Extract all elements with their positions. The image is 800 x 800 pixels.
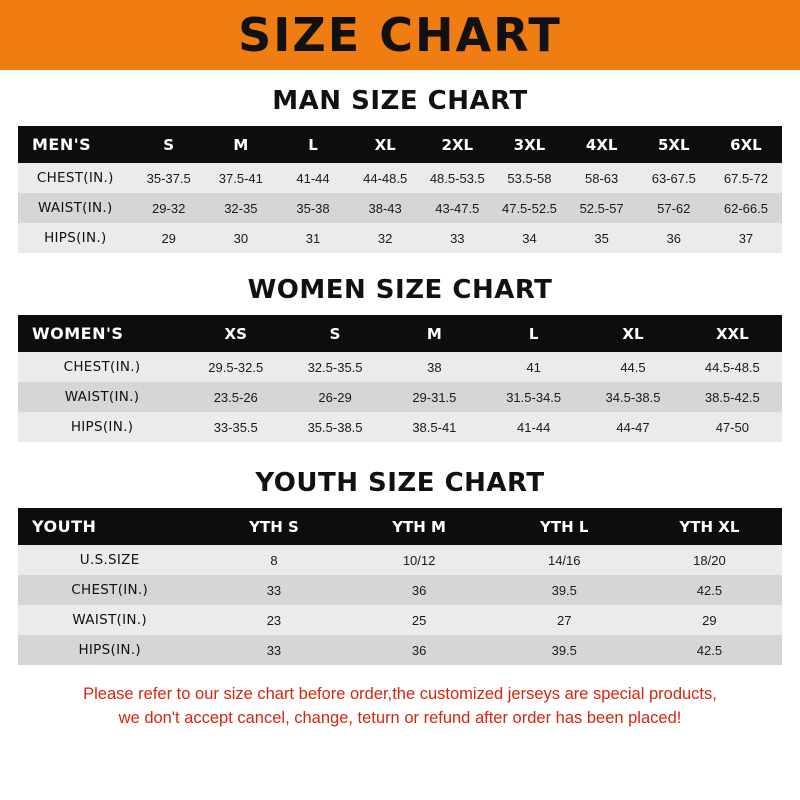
man-row-0-cell-3: 44-48.5 (363, 170, 408, 186)
women-row-1-cell-4: 34.5-38.5 (605, 389, 661, 405)
table-row (18, 575, 782, 605)
man-size-table (18, 126, 782, 253)
table-row (18, 545, 782, 575)
table-row (18, 382, 782, 412)
youth-row-3-cell-0: 33 (266, 642, 282, 658)
man-header-cell-8: 5XL (657, 135, 690, 154)
man-row-2-cell-5: 34 (522, 230, 537, 246)
youth-row-0-cell-2: 14/16 (547, 552, 581, 568)
youth-header-cell-1: YTH S (249, 517, 299, 536)
man-header-cell-5: 2XL (441, 135, 474, 154)
man-row-1-cell-0: 29-32 (152, 200, 186, 216)
youth-row-0-label: U.S.SIZE (79, 552, 140, 568)
man-row-0-cell-7: 63-67.5 (651, 170, 696, 186)
man-row-0-label: CHEST(IN.) (36, 170, 114, 186)
youth-header-cell-2: YTH M (392, 517, 446, 536)
man-header-cell-2: M (233, 135, 249, 154)
table-row (18, 223, 782, 253)
youth-row-1-cell-0: 33 (266, 582, 282, 598)
man-row-1-cell-4: 43-47.5 (435, 200, 480, 216)
man-row-1-cell-8: 62-66.5 (723, 200, 768, 216)
women-row-1-cell-3: 31.5-34.5 (506, 389, 562, 405)
man-row-1-label: WAIST(IN.) (38, 200, 113, 216)
women-row-2-cell-1: 35.5-38.5 (307, 419, 363, 435)
youth-row-0-cell-1: 10/12 (402, 552, 436, 568)
man-row-0-cell-5: 53.5-58 (507, 170, 552, 186)
youth-row-0-cell-0: 8 (270, 552, 278, 568)
man-row-1-cell-3: 38-43 (368, 200, 402, 216)
women-header-cell-1: XS (224, 324, 247, 343)
man-row-2-label: HIPS(IN.) (44, 230, 107, 246)
youth-header-cell-0: YOUTH (32, 517, 97, 536)
youth-row-3-label: HIPS(IN.) (78, 642, 141, 658)
footer-note (18, 683, 782, 731)
women-section-title: WOMEN SIZE CHART (247, 275, 553, 305)
man-row-0-cell-4: 48.5-53.5 (429, 170, 485, 186)
women-row-0-cell-5: 44.5-48.5 (704, 359, 760, 375)
women-row-2-cell-4: 44-47 (616, 419, 650, 435)
women-row-0-cell-0: 29.5-32.5 (208, 359, 264, 375)
man-header-cell-3: L (308, 135, 318, 154)
women-row-0-cell-4: 44.5 (620, 359, 646, 375)
man-header-cell-0: MEN'S (32, 135, 92, 154)
youth-row-1-cell-1: 36 (411, 582, 427, 598)
women-row-1-cell-0: 23.5-26 (213, 389, 258, 405)
man-table-header (18, 126, 782, 163)
women-header-cell-5: XL (622, 324, 644, 343)
youth-row-0-cell-3: 18/20 (693, 552, 726, 568)
man-row-2-cell-6: 35 (594, 230, 609, 246)
man-section-title: MAN SIZE CHART (272, 86, 528, 116)
youth-header-cell-3: YTH L (540, 517, 589, 536)
youth-table-header (18, 508, 782, 545)
table-row (18, 352, 782, 382)
women-row-1-cell-1: 26-29 (318, 389, 352, 405)
man-row-0-cell-0: 35-37.5 (146, 170, 191, 186)
table-header-row (18, 508, 782, 545)
women-row-2-cell-5: 47-50 (715, 419, 749, 435)
women-row-2-cell-2: 38.5-41 (412, 419, 457, 435)
man-row-2-cell-7: 36 (666, 230, 681, 246)
youth-row-1-label: CHEST(IN.) (71, 582, 149, 598)
women-row-2-cell-3: 41-44 (517, 419, 551, 435)
man-row-0-cell-1: 37.5-41 (218, 170, 263, 186)
youth-section-title: YOUTH SIZE CHART (255, 468, 545, 498)
table-header-row (18, 315, 782, 352)
man-header-cell-6: 3XL (513, 135, 546, 154)
man-row-0-cell-6: 58-63 (584, 170, 619, 186)
man-row-0-cell-2: 41-44 (296, 170, 330, 186)
man-row-2-cell-0: 29 (161, 230, 176, 246)
women-header-cell-4: L (528, 324, 539, 343)
table-row (18, 163, 782, 193)
women-row-0-label: CHEST(IN.) (63, 359, 141, 375)
youth-row-2-cell-0: 23 (266, 612, 282, 628)
man-header-cell-4: XL (374, 135, 396, 154)
youth-size-table (18, 508, 782, 665)
table-row (18, 605, 782, 635)
man-header-cell-7: 4XL (585, 135, 618, 154)
man-row-2-cell-4: 33 (450, 230, 465, 246)
man-row-1-cell-5: 47.5-52.5 (501, 200, 557, 216)
youth-row-2-cell-1: 25 (411, 612, 427, 628)
women-row-2-label: HIPS(IN.) (70, 419, 134, 435)
table-row (18, 193, 782, 223)
youth-row-2-label: WAIST(IN.) (72, 612, 147, 628)
chart-content (0, 86, 800, 731)
man-row-2-cell-2: 31 (305, 230, 321, 246)
youth-row-3-cell-3: 42.5 (696, 642, 723, 658)
man-row-2-cell-3: 32 (377, 230, 393, 246)
women-size-table (18, 315, 782, 442)
man-row-1-cell-1: 32-35 (224, 200, 258, 216)
page-banner (0, 0, 800, 70)
women-row-1-cell-5: 38.5-42.5 (704, 389, 760, 405)
man-header-cell-9: 6XL (730, 135, 762, 154)
youth-row-2-cell-3: 29 (702, 612, 717, 628)
women-row-1-label: WAIST(IN.) (64, 389, 140, 405)
page-title: SIZE CHART (238, 8, 562, 62)
youth-row-2-cell-2: 27 (557, 612, 572, 628)
footer-note-line-2: we don't accept cancel, change, teturn or refund after order has been placed! (118, 708, 682, 727)
man-header-cell-1: S (163, 135, 175, 154)
youth-table-body (18, 545, 782, 665)
man-table-body (18, 163, 782, 253)
youth-row-1-cell-2: 39.5 (551, 582, 577, 598)
women-row-2-cell-0: 33-35.5 (213, 419, 258, 435)
table-row (18, 412, 782, 442)
man-row-1-cell-2: 35-38 (296, 200, 330, 216)
women-header-cell-2: S (329, 324, 341, 343)
table-header-row (18, 126, 782, 163)
youth-header-cell-4: YTH XL (679, 517, 740, 536)
women-table-header (18, 315, 782, 352)
man-row-2-cell-1: 30 (233, 230, 249, 246)
youth-row-1-cell-3: 42.5 (696, 582, 723, 598)
footer-note-line-1: Please refer to our size chart before order,the customized jerseys are special products, (83, 685, 717, 703)
women-row-0-cell-3: 41 (526, 359, 541, 375)
women-header-cell-3: M (426, 324, 442, 343)
youth-row-3-cell-1: 36 (411, 642, 427, 658)
women-table-body (18, 352, 782, 442)
youth-row-3-cell-2: 39.5 (551, 642, 577, 658)
man-row-1-cell-6: 52.5-57 (579, 200, 624, 216)
table-row (18, 635, 782, 665)
women-row-0-cell-2: 38 (427, 359, 442, 375)
man-row-2-cell-8: 37 (738, 230, 754, 246)
women-row-1-cell-2: 29-31.5 (412, 389, 457, 405)
man-row-0-cell-8: 67.5-72 (723, 170, 768, 186)
man-row-1-cell-7: 57-62 (657, 200, 691, 216)
women-header-cell-6: XXL (715, 324, 749, 343)
women-header-cell-0: WOMEN'S (32, 324, 124, 343)
women-row-0-cell-1: 32.5-35.5 (307, 359, 363, 375)
